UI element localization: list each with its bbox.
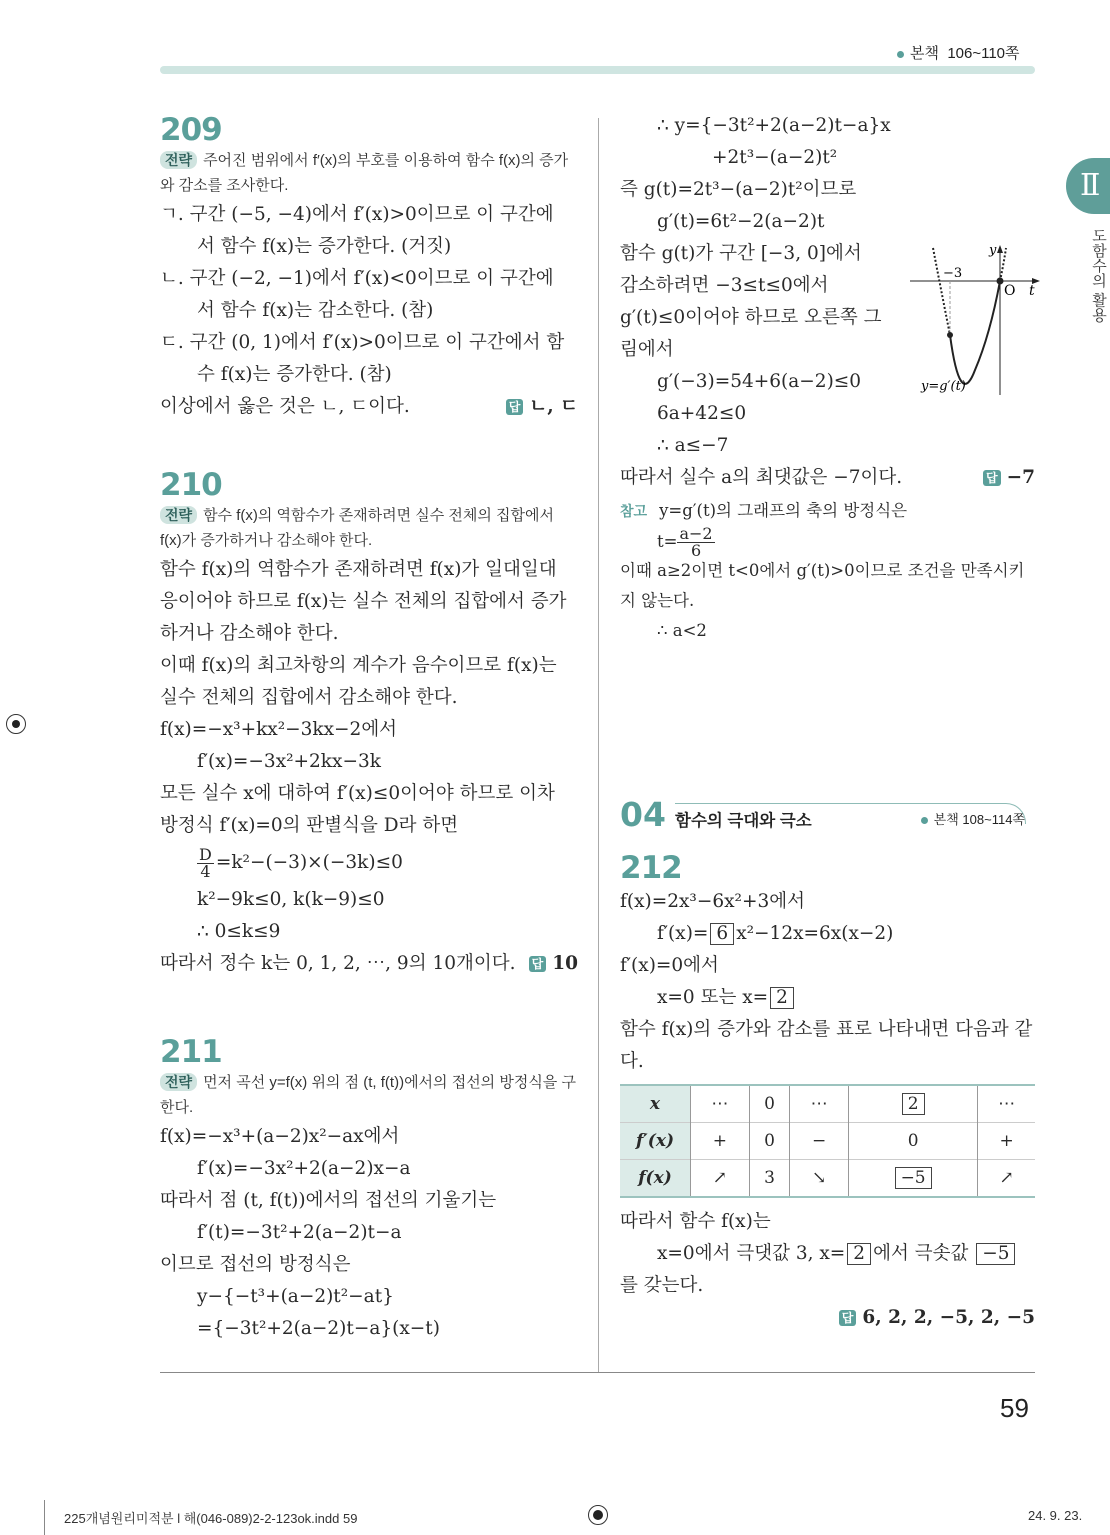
text-segment: ↗ (712, 1168, 727, 1188)
table-cell (749, 1085, 790, 1123)
text-line (620, 174, 1035, 206)
text-line (620, 586, 1035, 616)
text-segment: f′(x)=−3x²+2(a−2)x−a (197, 1158, 411, 1179)
section-number: 04 (620, 795, 666, 834)
text-line (620, 206, 1035, 238)
text-segment: f(x) (638, 1168, 672, 1188)
table-cell (749, 1123, 790, 1160)
table-row (620, 1085, 1035, 1123)
table-cell (691, 1123, 750, 1160)
text-segment: ={−3t²+2(a−2)t−a}(x−t) (197, 1318, 440, 1339)
text-segment: ∴ y={−3t²+2(a−2)t−a}x (657, 115, 891, 136)
table-cell (978, 1085, 1035, 1123)
chapter-tab: Ⅱ (1066, 158, 1110, 214)
text-segment: ∴ a<2 (657, 621, 707, 640)
y-axis-arrow-icon (997, 245, 1003, 253)
text-segment: k²−9k≤0, k(k−9)≤0 (197, 889, 385, 910)
row-header (620, 1123, 691, 1160)
table-cell (848, 1085, 977, 1123)
answer-box: 2 (770, 987, 794, 1009)
strategy-badge: 전략 (160, 151, 197, 169)
text-line (160, 1217, 578, 1249)
y-label: y (989, 243, 997, 258)
text-line (620, 918, 1035, 950)
text-segment: +2t³−(a−2)t² (712, 147, 838, 168)
reference-note (620, 496, 1035, 646)
text-line (620, 556, 1035, 586)
denominator: 6 (690, 541, 702, 560)
graph-g-prime (905, 240, 1045, 400)
text-segment: ↘ (811, 1168, 827, 1188)
section-04-header (620, 795, 1035, 835)
row-header (620, 1160, 691, 1198)
text-line (620, 496, 1035, 526)
text-segment: f′(x)=0에서 (620, 955, 719, 976)
answer-tag: 답 (506, 399, 524, 415)
text-segment: 방정식 f′(x)=0의 판별식을 D라 하면 (160, 815, 459, 836)
text-segment: ㄴ. 구간 (−2, −1)에서 f′(x)<0이므로 이 구간에 (160, 268, 554, 289)
text-segment: x (649, 1094, 661, 1114)
text-line (620, 142, 1035, 174)
text-segment: 함수 f(x)의 역함수가 존재하려면 f(x)가 일대일대 (160, 559, 557, 580)
text-segment: 서 함수 f(x)는 감소한다. (참) (197, 300, 434, 321)
text-line (160, 231, 578, 263)
answer-box: −5 (976, 1243, 1015, 1265)
text-line (160, 1153, 578, 1185)
text-line (160, 1281, 578, 1313)
bottom-rule (160, 1372, 1035, 1373)
text-segment: g′(−3)=54+6(a−2)≤0 (657, 371, 862, 392)
bullet-icon (897, 51, 904, 58)
text-segment: f(x)=−x³+(a−2)x²−ax에서 (160, 1126, 400, 1147)
text-segment: x=0 또는 x= (657, 987, 769, 1008)
text-segment: 따라서 정수 k는 0, 1, 2, ⋯, 9의 10개이다. (160, 953, 516, 974)
text-segment: ⋯ (810, 1094, 828, 1114)
text-line (160, 1185, 578, 1217)
table-cell (978, 1123, 1035, 1160)
text-line (160, 1249, 578, 1281)
text-segment: x²−12x=6x(x−2) (736, 923, 894, 944)
text-line (160, 714, 578, 746)
table-cell (848, 1123, 977, 1160)
point-origin (997, 278, 1004, 285)
text-segment: 에서 극솟값 (873, 1243, 975, 1264)
table-cell (978, 1160, 1035, 1198)
text-line (620, 982, 1035, 1014)
text-segment: 즉 g(t)=2t³−(a−2)t²이므로 (620, 179, 857, 200)
text-segment: 림에서 (620, 339, 674, 360)
text-segment: 이상에서 옳은 것은 ㄴ, ㄷ이다. (160, 396, 410, 417)
text-segment: f′(t)=−3t²+2(a−2)t−a (197, 1222, 402, 1243)
text-line (620, 1270, 1035, 1302)
table-cell (749, 1160, 790, 1198)
curve-solid (950, 281, 1000, 384)
text-segment: f′(x)=−3x²+2kx−3k (197, 751, 381, 772)
ref-pages: 108~114쪽 (962, 812, 1025, 827)
text-line (620, 462, 1035, 494)
table-cell (848, 1160, 977, 1198)
text-line (620, 430, 1035, 462)
text-segment: 수 f(x)는 증가한다. (참) (197, 364, 392, 385)
text-line (160, 948, 578, 980)
origin-label: O (1004, 283, 1016, 299)
ref-label: 본책 (933, 812, 959, 827)
numerator: D (199, 844, 212, 864)
strategy-badge: 전략 (160, 506, 197, 524)
fraction (677, 526, 714, 559)
text-segment: =k²−(−3)×(−3k)≤0 (215, 852, 403, 873)
text-line (620, 886, 1035, 918)
text-segment: f(x)=2x³−6x²+3에서 (620, 891, 805, 912)
answer-box: 2 (847, 1243, 871, 1265)
text-segment: 0 (764, 1131, 775, 1151)
answer (529, 948, 578, 980)
table-cell (691, 1160, 750, 1198)
text-line (620, 1206, 1035, 1238)
strategy-text (160, 503, 578, 553)
text-segment: ㄷ. 구간 (0, 1)에서 f′(x)>0이므로 이 구간에서 함 (160, 332, 565, 353)
table-cell (790, 1123, 849, 1160)
text-segment: 서 함수 f(x)는 증가한다. (거짓) (197, 236, 452, 257)
text-segment: g′(t)≤0이어야 하므로 오른쪽 그 (620, 307, 882, 328)
text-line (160, 916, 578, 948)
problem-number: 210 (160, 467, 222, 503)
problem-209 (160, 112, 578, 423)
problem-number: 209 (160, 112, 222, 148)
text-segment: t= (657, 532, 678, 551)
text-line (160, 1121, 578, 1153)
text-line (160, 359, 578, 391)
denominator: 4 (200, 861, 211, 881)
text-segment: 따라서 함수 f(x)는 (620, 1211, 771, 1232)
text-segment: y−{−t³+(a−2)t²−at} (197, 1286, 394, 1307)
text-segment: 6a+42≤0 (657, 403, 747, 424)
header-bar (160, 66, 1035, 74)
text-line (620, 950, 1035, 982)
text-segment: 이므로 접선의 방정식은 (160, 1254, 351, 1275)
ref-pages: 106~110쪽 (947, 45, 1020, 62)
strategy-text (160, 148, 578, 198)
answer-value: ㄴ, ㄷ (529, 396, 578, 417)
problem-212 (620, 850, 1035, 1334)
crop-mark (44, 1500, 45, 1535)
strategy-body: 주어진 범위에서 f′(x)의 부호를 이용하여 함수 f(x)의 증가와 감소를 조사한다. (160, 152, 569, 194)
note-label: 참고 (620, 503, 648, 519)
text-segment: 0 (764, 1094, 775, 1114)
table-row (620, 1123, 1035, 1160)
header-book-reference (897, 42, 1020, 63)
chapter-tab-label: 도함수의 활용 (1090, 228, 1107, 323)
text-line (620, 398, 1035, 430)
text-line (160, 778, 578, 810)
text-segment: f(x)=−x³+kx²−3kx−2에서 (160, 719, 398, 740)
row-header (620, 1085, 691, 1123)
curve-dashed-left (933, 248, 950, 335)
answer-box: 2 (902, 1093, 925, 1115)
table-cell (691, 1085, 750, 1123)
text-segment: ↗ (999, 1168, 1014, 1188)
ref-label: 본책 (910, 45, 939, 62)
text-segment: 하거나 감소해야 한다. (160, 623, 339, 644)
answer-tag: 답 (983, 470, 1001, 486)
answer-box: −5 (895, 1167, 932, 1189)
text-segment: 를 갖는다. (620, 1275, 704, 1296)
answer-value: −7 (1006, 467, 1035, 488)
answer-tag: 답 (529, 956, 547, 972)
text-segment: 응이어야 하므로 f(x)는 실수 전체의 집합에서 증가 (160, 591, 567, 612)
bullet-icon (921, 817, 928, 824)
text-line (160, 263, 578, 295)
problem-number: 212 (620, 850, 682, 886)
t-label: t (1029, 283, 1035, 299)
text-line (160, 618, 578, 650)
text-line (160, 327, 578, 359)
answer-box: 6 (710, 923, 734, 945)
text-segment: f′(x)= (657, 923, 709, 944)
text-segment: ⋯ (998, 1094, 1016, 1114)
problem-number: 211 (160, 1034, 222, 1070)
text-segment: 이때 f(x)의 최고차항의 계수가 음수이므로 f(x)는 (160, 655, 557, 676)
point-minus-3 (947, 332, 953, 338)
curve-label: y=g′(t) (921, 379, 966, 394)
text-line (620, 616, 1035, 646)
table-cell (790, 1085, 849, 1123)
page-number: 59 (1000, 1393, 1029, 1423)
text-line (160, 650, 578, 682)
text-line (160, 295, 578, 327)
text-segment: + (999, 1131, 1014, 1151)
registration-mark-icon (6, 714, 26, 734)
section-book-reference (921, 809, 1025, 828)
footer-file: 225개념원리미적분 l 해(046-089)2-2-123ok.indd 59 (64, 1511, 358, 1526)
answer (839, 1302, 1035, 1334)
text-segment: 지 않는다. (620, 591, 695, 610)
text-segment: ∴ 0≤k≤9 (197, 921, 281, 942)
text-line (160, 199, 578, 231)
text-line (160, 391, 578, 423)
text-segment: ⋯ (711, 1094, 729, 1114)
text-segment: x=0에서 극댓값 3, x= (657, 1243, 846, 1264)
table-row (620, 1160, 1035, 1198)
text-segment: 따라서 실수 a의 최댓값은 −7이다. (620, 467, 903, 488)
text-segment: 함수 f(x)의 증가와 감소를 표로 나타내면 다음과 같 (620, 1019, 1033, 1040)
text-segment: ㄱ. 구간 (−5, −4)에서 f′(x)>0이므로 이 구간에 (160, 204, 554, 225)
strategy-body: 먼저 곡선 y=f(x) 위의 점 (t, f(t))에서의 접선의 방정식을 구한다. (160, 1074, 576, 1116)
text-segment: − (811, 1131, 827, 1151)
text-segment: f′(x) (635, 1131, 675, 1151)
text-segment: ∴ a≤−7 (657, 435, 729, 456)
text-segment: + (712, 1131, 727, 1151)
fraction (197, 844, 214, 881)
text-segment: 다. (620, 1051, 644, 1072)
problem-210 (160, 467, 578, 980)
text-segment: 함수 g(t)가 구간 [−3, 0]에서 (620, 243, 862, 264)
text-line (160, 842, 578, 884)
problem-211 (160, 1034, 578, 1345)
strategy-text (160, 1070, 578, 1120)
text-line (160, 884, 578, 916)
strategy-body: 함수 f(x)의 역함수가 존재하려면 실수 전체의 집합에서 f(x)가 증가하거나 감소해야 한다. (160, 507, 555, 549)
text-segment: 모든 실수 x에 대하여 f′(x)≤0이어야 하므로 이차 (160, 783, 555, 804)
answer (506, 391, 578, 423)
text-line (620, 1014, 1035, 1046)
text-segment: 실수 전체의 집합에서 감소해야 한다. (160, 687, 458, 708)
column-divider (598, 118, 599, 1373)
numerator: a−2 (679, 524, 713, 543)
tick-minus-3: −3 (943, 266, 963, 281)
text-line (160, 682, 578, 714)
section-title: 함수의 극대와 극소 (675, 812, 812, 830)
text-line (160, 1313, 578, 1345)
text-line (160, 554, 578, 586)
text-segment: y=g′(t)의 그래프의 축의 방정식은 (659, 501, 908, 520)
text-segment: 3 (764, 1168, 775, 1188)
footer-date: 24. 9. 23. (1028, 1508, 1083, 1523)
table-cell (790, 1160, 849, 1198)
text-line (620, 1238, 1035, 1270)
strategy-badge: 전략 (160, 1073, 197, 1091)
text-segment: 감소하려면 −3≤t≤0에서 (620, 275, 829, 296)
answer-tag: 답 (839, 1310, 857, 1326)
text-line (160, 586, 578, 618)
text-segment: 이때 a≥2이면 t<0에서 g′(t)>0이므로 조건을 만족시키 (620, 561, 1025, 580)
text-segment: g′(t)=6t²−2(a−2)t (657, 211, 825, 232)
text-line (620, 1302, 1035, 1334)
text-line (160, 810, 578, 842)
answer (983, 462, 1035, 494)
text-line (160, 746, 578, 778)
text-segment: 따라서 점 (t, f(t))에서의 접선의 기울기는 (160, 1190, 497, 1211)
answer-value: 10 (552, 953, 578, 974)
text-line (620, 524, 1035, 560)
text-line (620, 110, 1035, 142)
text-line (620, 1046, 1035, 1078)
answer-value: 6, 2, 2, −5, 2, −5 (862, 1307, 1035, 1328)
registration-mark-icon (588, 1505, 608, 1525)
variation-table (620, 1084, 1035, 1198)
text-segment: 0 (907, 1131, 919, 1151)
